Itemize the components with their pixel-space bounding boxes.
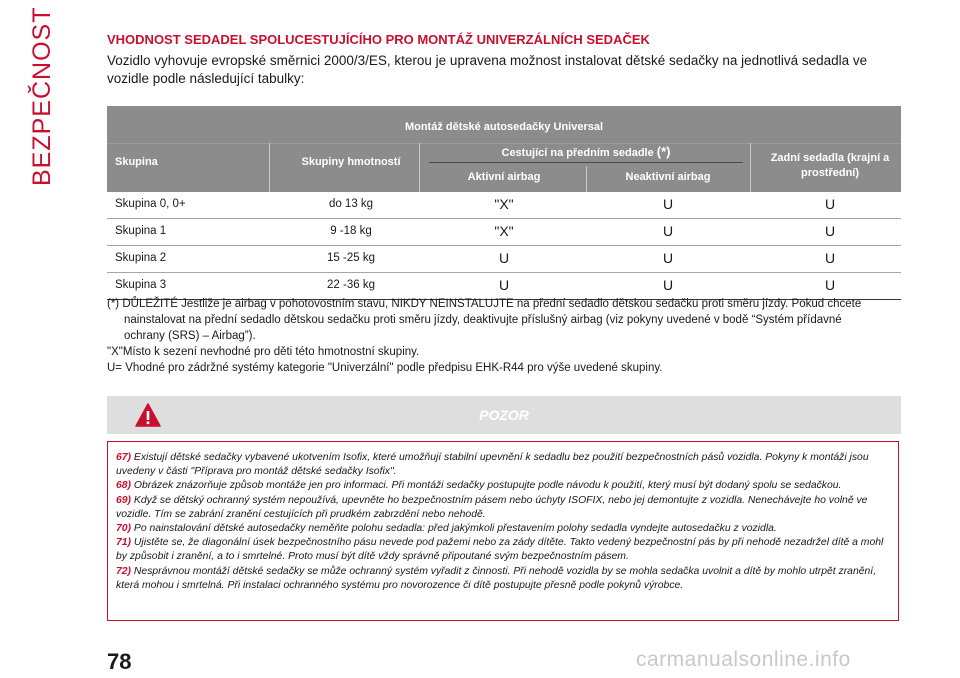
cell-weight: do 13 kg	[328, 198, 374, 210]
header-divider-v3	[586, 166, 587, 192]
table-header	[107, 106, 901, 192]
warning-box	[107, 441, 899, 621]
cell-rear-seats: U	[824, 196, 836, 212]
page-number: 78	[107, 649, 132, 674]
cell-rear-seats: U	[824, 223, 836, 239]
cell-active-airbag: U	[498, 277, 510, 293]
cell-active-airbag: "X"	[494, 223, 514, 239]
cell-weight: 9 -18 kg	[330, 225, 372, 237]
warning-item-text: Nesprávnou montáží dětské sedačky se může ochranný systém vyřadit z činnosti. Při nehodě vozidla by se mohla sedačka uvolnit a dítě by mohlo utrpět zranění, která mohou i smrtelná. Při instalaci ochranného systému pro novorozence či dítě postupujte přesně podle pokynů výrobce.	[116, 565, 877, 591]
warning-item	[116, 536, 894, 564]
header-divider-v4	[750, 143, 751, 192]
header-group: Skupina	[115, 156, 158, 168]
warning-item-text: Ujistěte se, že diagonální úsek bezpečnostního pásu nevede pod pažemi nebo za zády dítěte. Takto vedený bezpečnostní pás by při nehodě nezadržel dítě a mohl by způsobit i zranění, a to i smrtelné. Proto musí být dítě vždy správně připoutané svým bezpečnostním pásem.	[116, 537, 884, 563]
header-universal: Montáž dětské autosedačky Universal	[404, 121, 604, 133]
warning-item	[116, 479, 894, 493]
cell-group: Skupina 2	[115, 252, 167, 264]
section-title: VHODNOST SEDADEL SPOLUCESTUJÍCÍHO PRO MONTÁŽ UNIVERZÁLNÍCH SEDAČEK	[107, 32, 650, 47]
warning-item-number: 68)	[116, 480, 132, 492]
header-front-passenger	[429, 144, 743, 159]
note-important-3: ochrany (SRS) – Airbag”).	[124, 330, 256, 342]
warning-item-number: 72)	[116, 565, 132, 577]
cell-active-airbag: U	[498, 250, 510, 266]
warning-item-number: 70)	[116, 523, 132, 535]
cell-active-airbag: "X"	[494, 196, 514, 212]
cell-inactive-airbag: U	[662, 277, 674, 293]
warning-item-text: Když se dětský ochranný systém nepoužívá, upevněte ho bezpečnostním pásem nebo úchyty ISOFIX, nebo jej demontujte z vozidla. Nenechávejte ho volně ve vozidle. Tím se zabrání zranění cestujících při prudkém zabrzdění nebo nehodě.	[116, 494, 868, 520]
warning-header	[107, 396, 901, 434]
warning-item	[116, 494, 894, 522]
header-divider-v1	[269, 143, 270, 192]
header-active-airbag: Aktivní airbag	[467, 171, 541, 183]
table-body	[107, 192, 901, 300]
note-important-2: nainstalovat na přední sedadlo dětskou sedačku proti směru jízdy, deaktivujte příslušný airbag (viz pokyny uvedené v bodě “Systém přídavné	[124, 314, 842, 326]
table-row	[107, 219, 901, 246]
header-weight: Skupiny hmotností	[301, 156, 401, 168]
table-row	[107, 192, 901, 219]
intro-text: Vozidlo vyhovuje evropské směrnici 2000/3/ES, kterou je upravena možnost instalovat dětské sedačky na jednotlivá sedadla ve vozidle podle následující tabulky:	[107, 53, 868, 86]
section-side-label: BEZPEČNOST	[28, 6, 56, 186]
warning-title: POZOR	[479, 407, 529, 423]
header-front-label: Cestující na předním sedadle	[501, 147, 654, 159]
table-row	[107, 246, 901, 273]
cell-inactive-airbag: U	[662, 196, 674, 212]
header-inactive-airbag: Neaktivní airbag	[625, 171, 711, 183]
warning-item-text: Obrázek znázorňuje způsob montáže jen pro informaci. Při montáži sedačky postupujte podle návodu k použití, který musí být dodaný spolu se sedačkou.	[133, 480, 842, 492]
header-rear-seats: Zadní sedadla (krajní a prostřední)	[770, 152, 890, 179]
warning-item-text: Po nainstalování dětské autosedačky neměňte polohu sedadla: před jakýmkoli přestavením polohy sedadla vyndejte autosedačku z vozidla.	[133, 523, 777, 535]
front-underline	[429, 162, 743, 163]
notes	[107, 296, 897, 376]
cell-inactive-airbag: U	[662, 223, 674, 239]
warning-body	[116, 451, 894, 593]
cell-weight: 22 -36 kg	[327, 279, 375, 291]
note-x: "X"Místo k sezení nevhodné pro děti této hmotnostní skupiny.	[107, 346, 420, 358]
watermark: carmanualsonline.info	[636, 648, 851, 671]
cell-group: Skupina 1	[115, 225, 167, 237]
warning-item	[116, 565, 894, 593]
cell-rear-seats: U	[824, 277, 836, 293]
header-divider-v2	[419, 143, 420, 192]
cell-rear-seats: U	[824, 250, 836, 266]
cell-group: Skupina 0, 0+	[115, 198, 186, 210]
note-u: U= Vhodné pro zádržné systémy kategorie "Univerzální" podle předpisu EHK-R44 pro výše uvedené skupiny.	[107, 362, 663, 374]
warning-item	[116, 451, 894, 479]
header-front-mark: (*)	[656, 144, 671, 159]
cell-weight: 15 -25 kg	[327, 252, 375, 264]
note-important-1: (*) DŮLEŽITÉ Jestliže je airbag v pohotovostním stavu, NIKDY NEINSTALUJTE na přední sedadlo dětskou sedačku proti směru jízdy. Pokud chcete	[107, 298, 862, 310]
warning-item-number: 71)	[116, 537, 132, 549]
child-seat-table	[107, 106, 901, 300]
warning-item	[116, 522, 894, 536]
warning-item-number: 69)	[116, 494, 132, 506]
warning-item-number: 67)	[116, 452, 132, 463]
cell-inactive-airbag: U	[662, 250, 674, 266]
cell-group: Skupina 3	[115, 279, 167, 291]
warning-item-text: Existují dětské sedačky vybavené ukotvením Isofix, které umožňují stabilní upevnění k sedadlu bez použití bezpečnostních pásů vozidla. Pokyny k montáži jsou uvedeny v části "Příprava pro montáž dětské sedačky Isofix".	[116, 452, 869, 478]
